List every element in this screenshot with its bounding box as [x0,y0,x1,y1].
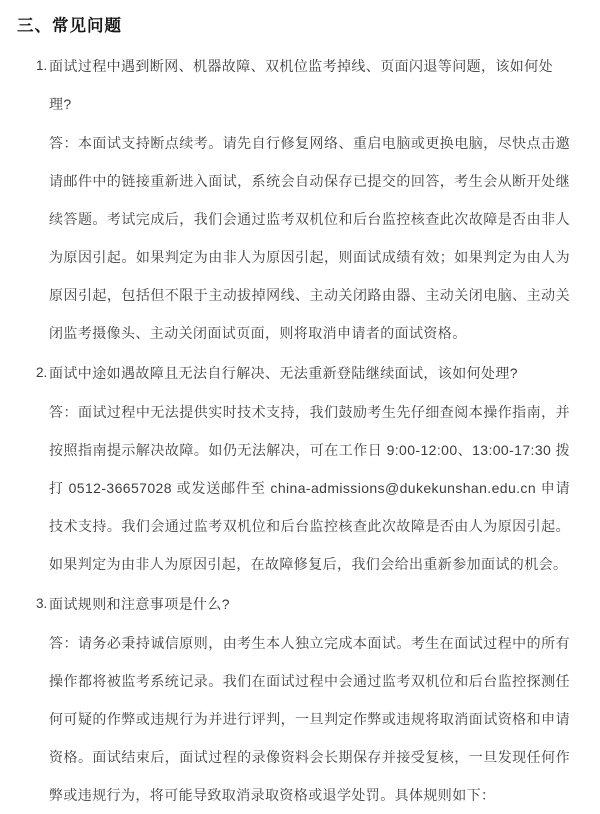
question-text: 面试中途如遇故障且无法自行解决、无法重新登陆继续面试，该如何处理? [49,365,518,381]
item-number: 2. [36,365,48,380]
faq-item-3 [36,585,570,814]
faq-item-2 [36,354,570,583]
section-title: 三、常见问题 [17,17,122,35]
answer-text: 答：面试过程中无法提供实时技术支持，我们鼓励考生先仔细查阅本操作指南，并按照指南提示解决故障。如仍无法解决，可在工作日 9:00-12:00、13:00-17:30 拨打 0512-36657028 或发送邮件至 china-admissions@dukekunshan.edu.cn 申请技术支持。我们会通过监考双机位和后台监控核查此次故障是否由人为原因引起。如果判定为由非人为原因引起，在故障修复后，我们会给出重新参加面试的机会。 [49,404,570,572]
faq-list [0,47,570,814]
question-row [36,585,570,623]
question-row [36,47,570,123]
faq-item-1 [36,47,570,352]
question-text: 面试过程中遇到断网、机器故障、双机位监考掉线、页面闪退等问题，该如何处理? [49,58,553,112]
item-number: 1. [36,58,48,73]
question-row [36,354,570,392]
answer-text: 答：请务必秉持诚信原则，由考生本人独立完成本面试。考生在面试过程中的所有操作都将被监考系统记录。我们在面试过程中会通过监考双机位和后台监控探测任何可疑的作弊或违规行为并进行评判，一旦判定作弊或违规将取消面试资格和申请资格。面试结束后，面试过程的录像资料会长期保存并接受复核，一旦发现任何作弊或违规行为，将可能导致取消录取资格或退学处罚。具体规则如下： [49,635,570,803]
answer-text: 答：本面试支持断点续考。请先自行修复网络、重启电脑或更换电脑，尽快点击邀请邮件中的链接重新进入面试，系统会自动保存已提交的回答，考生会从断开处继续答题。考试完成后，我们会通过监考双机位和后台监控核查此次故障是否由非人为原因引起。如果判定为由非人为原因引起，则面试成绩有效；如果判定为由人为原因引起，包括但不限于主动拔掉网线、主动关闭路由器、主动关闭电脑、主动关闭监考摄像头、主动关闭面试页面，则将取消申请者的面试资格。 [49,135,570,341]
question-text: 面试规则和注意事项是什么? [49,596,230,612]
item-number: 3. [36,596,48,611]
